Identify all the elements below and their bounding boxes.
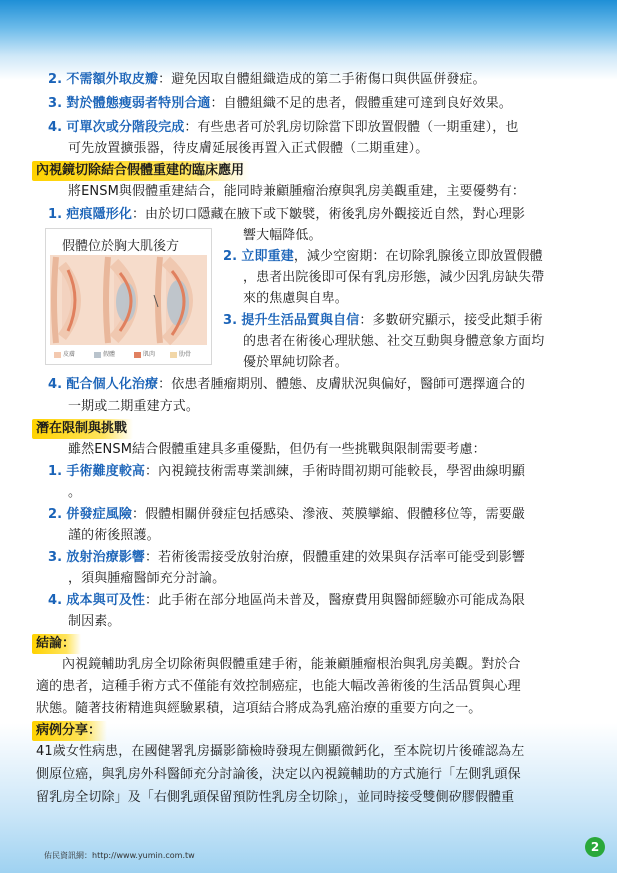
legend-rib (170, 349, 191, 358)
item-number: 1. (48, 464, 63, 479)
section1-item-2-line2: ，患者出院後即可保有乳房形態，減少因乳房缺失帶 (243, 270, 545, 285)
section2-item-3-continued: ，須與腫瘤醫師充分討論。 (68, 571, 226, 586)
legend-label: 肌肉 (143, 351, 156, 358)
list1-item-4 (48, 119, 518, 137)
section2-intro: 雖然ENSM結合假體重建具多重優點，但仍有一些挑戰與限制需要考慮： (68, 442, 486, 457)
item-number: 2. (223, 249, 238, 264)
legend-label: 肋骨 (179, 351, 192, 358)
item-term: 疤痕隱形化 (66, 207, 132, 222)
legend-label: 假體 (103, 351, 116, 358)
list1-item-4-continued: 可先放置擴張器，待皮膚延展後再置入正式假體（二期重建）。 (68, 141, 429, 156)
section2-item-1 (48, 463, 525, 481)
breast-cross-section-illustration (50, 255, 207, 345)
rib-swatch-icon (170, 352, 177, 358)
item-text: ：若術後需接受放射治療，假體重建的效果與存活率可能受到影響 (145, 550, 525, 565)
conclusion-line-1: 內視鏡輔助乳房全切除術與假體重建手術，能兼顧腫瘤根治與乳房美觀。對於合 (62, 657, 521, 672)
item-number: 3. (48, 96, 63, 111)
item-term: 提升生活品質與自信 (241, 313, 360, 328)
section1-item-3-line3: 優於單純切除者。 (243, 355, 348, 370)
skin-swatch-icon (54, 352, 61, 358)
item-number: 4. (48, 377, 63, 392)
section1-item-2 (223, 248, 543, 266)
legend-skin (54, 349, 75, 358)
figure-title: 假體位於胸大肌後方 (62, 239, 180, 254)
section2-item-3 (48, 549, 525, 567)
item-text: ：假體相關併發症包括感染、滲液、莢膜攣縮、假體移位等，需要嚴 (131, 507, 525, 522)
cross-section-svg (50, 255, 207, 345)
item-term: 手術難度較高 (66, 464, 146, 479)
legend-muscle (134, 349, 155, 358)
item-text: ：內視鏡技術需專業訓練，手術時間初期可能較長，學習曲線明顯 (145, 464, 525, 479)
section1-item-1-continued: 響大幅降低。 (243, 228, 322, 243)
section1-intro: 將ENSM與假體重建結合，能同時兼顧腫瘤治療與乳房美觀重建，主要優勢有： (68, 184, 526, 199)
section2-item-2-continued: 謹的術後照護。 (68, 528, 160, 543)
section2-item-4-continued: 制因素。 (68, 614, 121, 629)
section-heading-limitations: 潛在限制與挑戰 (32, 419, 133, 439)
item-text: ：此手術在部分地區尚未普及，醫療費用與醫師經驗亦可能成為限 (145, 593, 525, 608)
item-text: ：依患者腫瘤期別、體態、皮膚狀況與偏好，醫師可選擇適合的 (158, 377, 525, 392)
item-term: 成本與可及性 (66, 593, 146, 608)
section-heading-conclusion: 結論： (32, 634, 81, 654)
section1-item-1 (48, 206, 525, 224)
section2-item-1-continued: 。 (68, 485, 82, 500)
item-text: ：有些患者可於乳房切除當下即放置假體（一期重建），也 (184, 120, 519, 135)
section-heading-clinical-application: 內視鏡切除結合假體重建的臨床應用 (32, 161, 250, 181)
conclusion-line-3: 狀態。隨著技術精進與經驗累積，這項結合將成為乳癌治療的重要方向之一。 (36, 701, 482, 716)
section2-item-2 (48, 506, 525, 524)
item-text: ：避免因取自體組織造成的第二手術傷口與供區併發症。 (158, 72, 486, 87)
item-number: 3. (48, 550, 63, 565)
page-number-badge: 2 (585, 837, 605, 857)
legend-label: 皮膚 (63, 351, 76, 358)
item-number: 2. (48, 72, 63, 87)
section1-item-4-continued: 一期或二期重建方式。 (68, 399, 200, 414)
item-number: 4. (48, 120, 63, 135)
item-term: 放射治療影響 (66, 550, 146, 565)
item-number: 3. (223, 313, 238, 328)
item-number: 1. (48, 207, 63, 222)
list1-item-3 (48, 95, 512, 113)
section1-item-3-line2: 的患者在術後心理狀態、社交互動與身體意象方面均 (243, 334, 545, 349)
item-term: 可單次或分階段完成 (66, 120, 185, 135)
legend-implant (94, 349, 115, 358)
conclusion-line-2: 適的患者，這種手術方式不僅能有效控制癌症，也能大幅改善術後的生活品質與心理 (36, 679, 521, 694)
item-term: 配合個人化治療 (66, 377, 159, 392)
section1-item-2-line3: 來的焦慮與自卑。 (243, 291, 348, 306)
item-text: ：多數研究顯示，接受此類手術 (359, 313, 543, 328)
item-term: 併發症風險 (66, 507, 132, 522)
item-text: ：自體組織不足的患者，假體重建可達到良好效果。 (210, 96, 512, 111)
case-line-2: 側原位癌，與乳房外科醫師充分討論後，決定以內視鏡輔助的方式施行「左側乳頭保 (36, 767, 521, 782)
item-text: ，減少空窗期：在切除乳腺後立即放置假體 (293, 249, 543, 264)
item-number: 2. (48, 507, 63, 522)
muscle-swatch-icon (134, 352, 141, 358)
section-heading-case-sharing: 病例分享： (32, 721, 107, 741)
section2-item-4 (48, 592, 525, 610)
item-term: 立即重建 (241, 249, 294, 264)
section1-item-3 (223, 312, 543, 330)
figure-legend (50, 347, 207, 361)
case-line-3: 留乳房全切除」及「右側乳頭保留預防性乳房全切除」，並同時接受雙側矽膠假體重 (36, 790, 515, 805)
footer-website: 佑民資訊網：http://www.yumin.com.tw (44, 851, 195, 860)
item-number: 4. (48, 593, 63, 608)
section1-item-4 (48, 376, 525, 394)
implant-position-figure (45, 228, 212, 365)
list1-item-2 (48, 71, 486, 89)
item-term: 對於體態瘦弱者特別合適 (66, 96, 211, 111)
case-line-1: 41歲女性病患，在國健署乳房攝影篩檢時發現左側顯微鈣化，至本院切片後確認為左 (36, 744, 525, 759)
implant-swatch-icon (94, 352, 101, 358)
item-text: ：由於切口隱藏在腋下或下皺襞，術後乳房外觀接近自然，對心理影 (131, 207, 525, 222)
item-term: 不需額外取皮瓣 (66, 72, 159, 87)
